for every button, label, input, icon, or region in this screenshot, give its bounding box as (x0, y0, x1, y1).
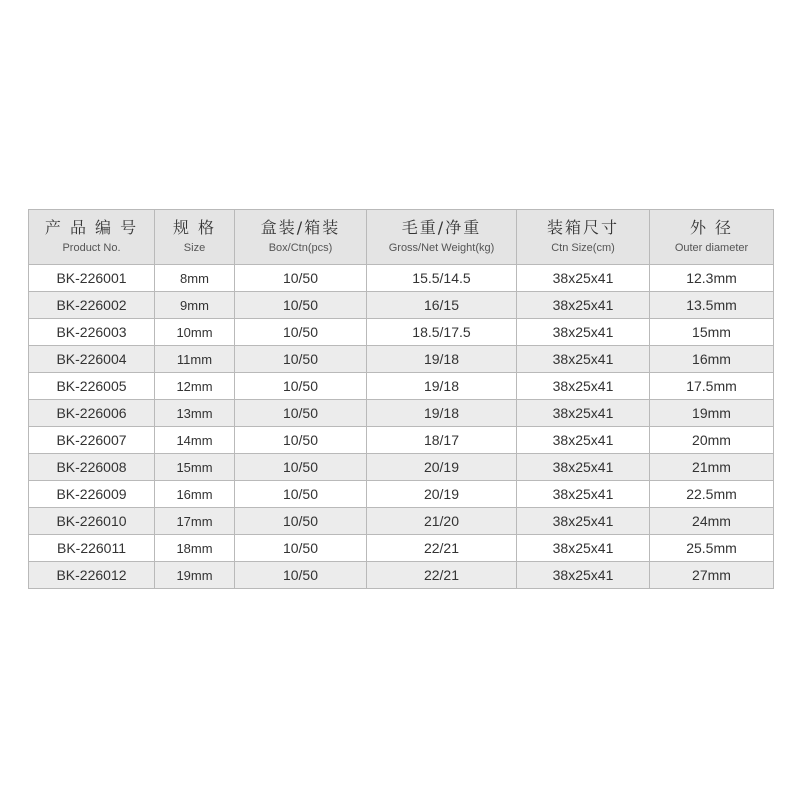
ctn-size-cell: 38x25x41 (517, 373, 650, 400)
product-no-cell: BK-226006 (29, 400, 155, 427)
product-no-cell: BK-226011 (29, 535, 155, 562)
box-ctn-cell: 10/50 (235, 562, 367, 589)
product-no-cell: BK-226004 (29, 346, 155, 373)
outer-diameter-cell: 19mm (650, 400, 774, 427)
size-cell: 15mm (155, 454, 235, 481)
box-ctn-cell: 10/50 (235, 454, 367, 481)
box-ctn-cell: 10/50 (235, 427, 367, 454)
weight-cell: 22/21 (367, 562, 517, 589)
outer-diameter-cell: 17.5mm (650, 373, 774, 400)
size-cell: 17mm (155, 508, 235, 535)
size-cell: 9mm (155, 292, 235, 319)
table-row (29, 454, 774, 481)
header-cn-label: 盒装/箱装 (260, 218, 341, 237)
header-cn-label: 规 格 (172, 218, 217, 237)
outer-diameter-cell: 25.5mm (650, 535, 774, 562)
outer-diameter-cell: 13.5mm (650, 292, 774, 319)
product-spec-table (28, 209, 774, 589)
header-cn-label: 外 径 (689, 218, 734, 237)
table-header (29, 210, 774, 265)
header-en-label: Ctn Size(cm) (551, 242, 615, 254)
header-ctn-size (517, 210, 650, 265)
table-row (29, 319, 774, 346)
size-cell: 13mm (155, 400, 235, 427)
product-no-cell: BK-226002 (29, 292, 155, 319)
table-row (29, 481, 774, 508)
outer-diameter-cell: 27mm (650, 562, 774, 589)
size-cell: 14mm (155, 427, 235, 454)
weight-cell: 19/18 (367, 346, 517, 373)
ctn-size-cell: 38x25x41 (517, 508, 650, 535)
box-ctn-cell: 10/50 (235, 319, 367, 346)
table-row (29, 400, 774, 427)
header-cn-label: 产 品 编 号 (44, 218, 139, 237)
header-product-no (29, 210, 155, 265)
header-box-ctn (235, 210, 367, 265)
header-row (29, 210, 774, 265)
header-size (155, 210, 235, 265)
product-no-cell: BK-226010 (29, 508, 155, 535)
weight-cell: 18/17 (367, 427, 517, 454)
size-cell: 19mm (155, 562, 235, 589)
table-row (29, 427, 774, 454)
outer-diameter-cell: 20mm (650, 427, 774, 454)
outer-diameter-cell: 15mm (650, 319, 774, 346)
box-ctn-cell: 10/50 (235, 400, 367, 427)
ctn-size-cell: 38x25x41 (517, 346, 650, 373)
ctn-size-cell: 38x25x41 (517, 400, 650, 427)
product-no-cell: BK-226009 (29, 481, 155, 508)
product-no-cell: BK-226008 (29, 454, 155, 481)
weight-cell: 19/18 (367, 400, 517, 427)
table-row (29, 562, 774, 589)
weight-cell: 19/18 (367, 373, 517, 400)
table-row (29, 535, 774, 562)
ctn-size-cell: 38x25x41 (517, 427, 650, 454)
product-no-cell: BK-226001 (29, 265, 155, 292)
ctn-size-cell: 38x25x41 (517, 535, 650, 562)
header-en-label: Box/Ctn(pcs) (268, 242, 333, 254)
header-en-label: Gross/Net Weight(kg) (388, 242, 495, 254)
box-ctn-cell: 10/50 (235, 481, 367, 508)
table-row (29, 373, 774, 400)
header-en-label: Size (183, 242, 206, 254)
size-cell: 11mm (155, 346, 235, 373)
box-ctn-cell: 10/50 (235, 508, 367, 535)
weight-cell: 21/20 (367, 508, 517, 535)
header-en-label: Outer diameter (674, 242, 749, 254)
weight-cell: 20/19 (367, 454, 517, 481)
box-ctn-cell: 10/50 (235, 265, 367, 292)
header-en-label: Product No. (62, 242, 121, 254)
box-ctn-cell: 10/50 (235, 535, 367, 562)
header-cn-label: 装箱尺寸 (546, 218, 619, 237)
size-cell: 8mm (155, 265, 235, 292)
size-cell: 16mm (155, 481, 235, 508)
product-no-cell: BK-226007 (29, 427, 155, 454)
weight-cell: 22/21 (367, 535, 517, 562)
header-gross-net-weight (367, 210, 517, 265)
header-cn-label: 毛重/净重 (401, 218, 482, 237)
weight-cell: 18.5/17.5 (367, 319, 517, 346)
ctn-size-cell: 38x25x41 (517, 292, 650, 319)
product-no-cell: BK-226003 (29, 319, 155, 346)
outer-diameter-cell: 24mm (650, 508, 774, 535)
box-ctn-cell: 10/50 (235, 292, 367, 319)
outer-diameter-cell: 22.5mm (650, 481, 774, 508)
outer-diameter-cell: 12.3mm (650, 265, 774, 292)
outer-diameter-cell: 21mm (650, 454, 774, 481)
ctn-size-cell: 38x25x41 (517, 481, 650, 508)
box-ctn-cell: 10/50 (235, 346, 367, 373)
table-body (29, 265, 774, 589)
table-row (29, 292, 774, 319)
ctn-size-cell: 38x25x41 (517, 562, 650, 589)
outer-diameter-cell: 16mm (650, 346, 774, 373)
size-cell: 12mm (155, 373, 235, 400)
table-row (29, 346, 774, 373)
product-no-cell: BK-226012 (29, 562, 155, 589)
ctn-size-cell: 38x25x41 (517, 319, 650, 346)
product-no-cell: BK-226005 (29, 373, 155, 400)
table-row (29, 265, 774, 292)
weight-cell: 15.5/14.5 (367, 265, 517, 292)
weight-cell: 20/19 (367, 481, 517, 508)
ctn-size-cell: 38x25x41 (517, 454, 650, 481)
ctn-size-cell: 38x25x41 (517, 265, 650, 292)
weight-cell: 16/15 (367, 292, 517, 319)
size-cell: 18mm (155, 535, 235, 562)
size-cell: 10mm (155, 319, 235, 346)
table-row (29, 508, 774, 535)
box-ctn-cell: 10/50 (235, 373, 367, 400)
header-outer-diameter (650, 210, 774, 265)
